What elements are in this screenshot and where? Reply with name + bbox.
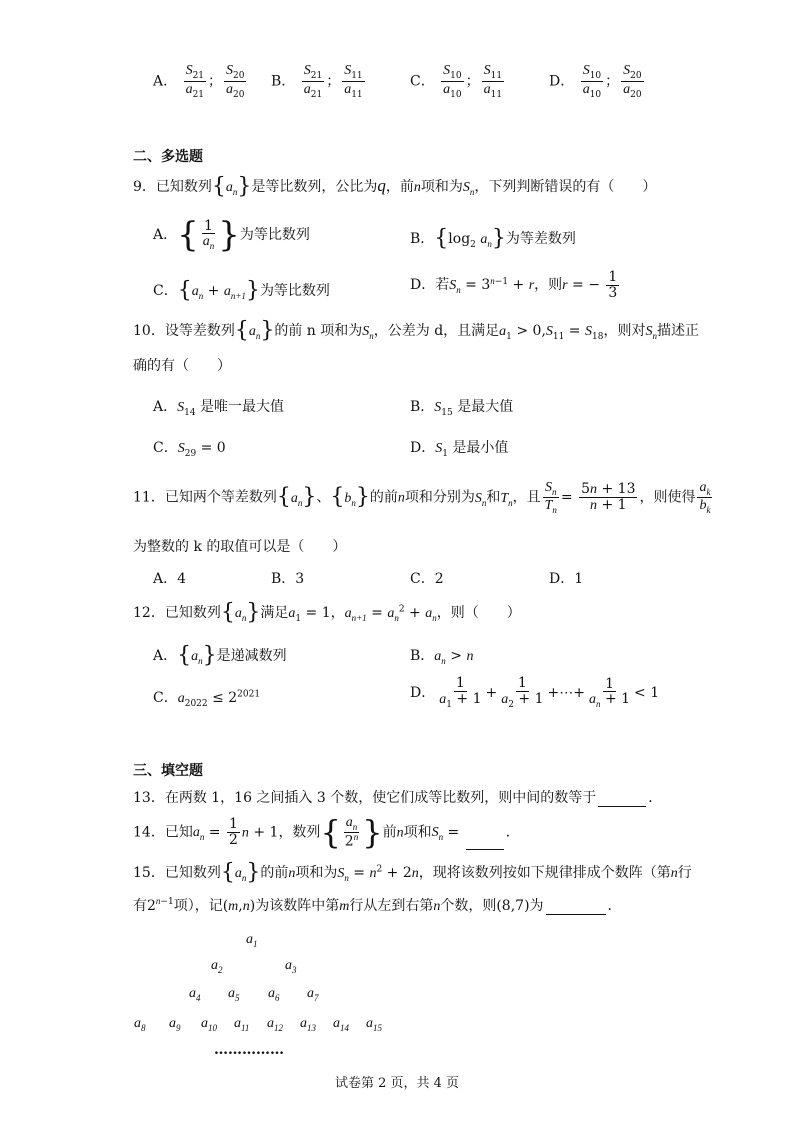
question-12-stem: 12．已知数列$\{a_n\}$满足$a_1 = 1$，$a_{n+1} = a_n^2 + a_n$，则（ ）	[133, 600, 521, 625]
question-10-stem: 10．设等差数列$\{a_n\}$的前 n 项和为$S_n$，公差为 d，且满足$a_1 > 0,S_{11} = S_{18}$，则对$S_n$描述正	[133, 318, 699, 343]
matrix-cell: $a_{15}$	[366, 1016, 382, 1033]
q10-option-d[interactable]: D．$S_1$ 是最小值	[410, 440, 509, 459]
q8-option-a[interactable]: A． $\frac{S_{21}}{a_{21}}$ ； $\frac{S_{20}}{a_{20}}$	[153, 63, 245, 101]
fraction: $\frac{S_{20}}{a_{20}}$	[226, 63, 245, 101]
fraction: $\frac{S_{11}}{a_{11}}$	[483, 63, 503, 101]
fraction: $\frac{S_{21}}{a_{21}}$	[185, 63, 205, 101]
fraction: $\frac{S_{10}}{a_{10}}$	[443, 63, 462, 101]
q10-option-c[interactable]: C．$S_{29} = 0$	[153, 440, 226, 459]
q10-option-b[interactable]: B．$S_{15}$ 是最大值	[410, 399, 514, 418]
q9-option-d[interactable]: D．若$S_n = 3^{n-1} + r$，则r = − $\frac{1}{3}$	[410, 269, 618, 301]
question-11-stem-2: 为整数的 k 的取值可以是（ ）	[133, 539, 347, 555]
fraction: $\frac{S_{10}}{a_{10}}$	[582, 63, 602, 101]
matrix-cell: $a_5$	[228, 986, 240, 1003]
answer-blank[interactable]	[546, 898, 606, 915]
q12-option-d[interactable]: D． $\frac{1}{a_1 + 1}$ + $\frac{1}{a_2 + 1}$ +⋯+ $\frac{1}{a_n + 1}$ < 1	[410, 675, 660, 710]
answer-blank[interactable]	[466, 833, 504, 850]
page-footer: 试卷第 2 页，共 4 页	[334, 1076, 460, 1091]
q12-option-b[interactable]: B．$a_n > n$	[410, 648, 474, 666]
matrix-cell: $a_2$	[211, 958, 223, 975]
question-13: 13．在两数 1，16 之间插入 3 个数，使它们成等比数列，则中间的数等于 ．	[133, 790, 663, 806]
matrix-cell: $a_{12}$	[267, 1016, 283, 1033]
q11-option-b[interactable]: B．3	[271, 571, 305, 587]
question-15-line-1: 15．已知数列$\{a_n\}$的前n项和为$S_n = n^2 + 2n$，现将该数列按如下规律排成个数阵（第n行	[133, 860, 692, 885]
question-9-stem: 9．已知数列$\{a_n\}$是等比数列，公比为q，前n项和为$S_n$，下列判断错误的有（ ）	[133, 174, 657, 199]
fraction: $\frac{S_{21}}{a_{21}}$	[303, 63, 323, 101]
question-10-stem-2: 确的有（ ）	[133, 358, 231, 374]
fraction: $\frac{S_{20}}{a_{20}}$	[623, 63, 642, 101]
q8-option-c[interactable]: C． $\frac{S_{10}}{a_{10}}$ ； $\frac{S_{11}}{a_{11}}$	[410, 63, 503, 101]
q9-option-a[interactable]: A．{ $\frac{1}{a_n}$ }为等比数列	[153, 215, 310, 255]
section-heading-multiple-choice: 二、多选题	[133, 149, 203, 165]
matrix-cell: $a_8$	[134, 1016, 146, 1033]
q10-option-a[interactable]: A．$S_{14}$ 是唯一最大值	[153, 399, 285, 418]
matrix-cell: $a_{14}$	[333, 1016, 349, 1033]
q12-option-a[interactable]: A．$\{a_n\}$是递减数列	[153, 643, 287, 668]
matrix-cell: $a_{10}$	[201, 1016, 217, 1033]
question-11-stem: 11．已知两个等差数列$\{a_n\}$、$\{b_n\}$的前n项和分别为$S_n$和$T_n$，且 $\frac{S_n}{T_n}$ = $\frac{5n + 13}{n + 1}$ ，则使得 $\frac{a_k}{b_k}$	[133, 480, 711, 516]
matrix-cell: $a_7$	[307, 986, 319, 1003]
q8-option-d[interactable]: D． $\frac{S_{10}}{a_{10}}$ ； $\frac{S_{20}}{a_{20}}$	[549, 63, 642, 101]
matrix-cell: $a_3$	[285, 958, 297, 975]
matrix-cell: $a_{13}$	[300, 1016, 316, 1033]
matrix-cell: $a_6$	[268, 986, 280, 1003]
section-heading-fill-in: 三、填空题	[133, 763, 203, 779]
answer-blank[interactable]	[598, 790, 646, 807]
matrix-cell: $a_9$	[169, 1016, 181, 1033]
q9-option-b[interactable]: B．{$\log_2$ $a_n$}为等差数列	[410, 226, 576, 251]
q11-option-a[interactable]: A．4	[153, 571, 187, 587]
matrix-cell: $a_4$	[189, 986, 201, 1003]
question-14: 14．已知$a_n$ = $\frac{1}{2}$ n + 1，数列{ $\frac{a_n}{2^n}$ }前n项和$S_n$ = ．	[133, 813, 520, 852]
q11-option-c[interactable]: C．2	[410, 571, 444, 587]
matrix-cell: $a_{11}$	[234, 1016, 250, 1033]
matrix-ellipsis: ……………	[214, 1042, 284, 1058]
q12-option-c[interactable]: C．$a_{2022} \le 2^{2021}$	[153, 689, 261, 709]
q11-option-d[interactable]: D．1	[549, 571, 584, 587]
matrix-cell: $a_1$	[246, 932, 258, 949]
fraction: $\frac{S_{11}}{a_{11}}$	[344, 63, 363, 101]
question-15-line-2: 有$2^{n-1}$项），记(m,n)为该数阵中第m行从左到右第n个数，则(8,7)为 ．	[133, 896, 622, 914]
q9-option-c[interactable]: C．$\{a_n + a_{n+1}\}$为等比数列	[153, 278, 330, 303]
q8-option-b[interactable]: B． $\frac{S_{21}}{a_{21}}$ ； $\frac{S_{11}}{a_{11}}$	[271, 63, 363, 101]
